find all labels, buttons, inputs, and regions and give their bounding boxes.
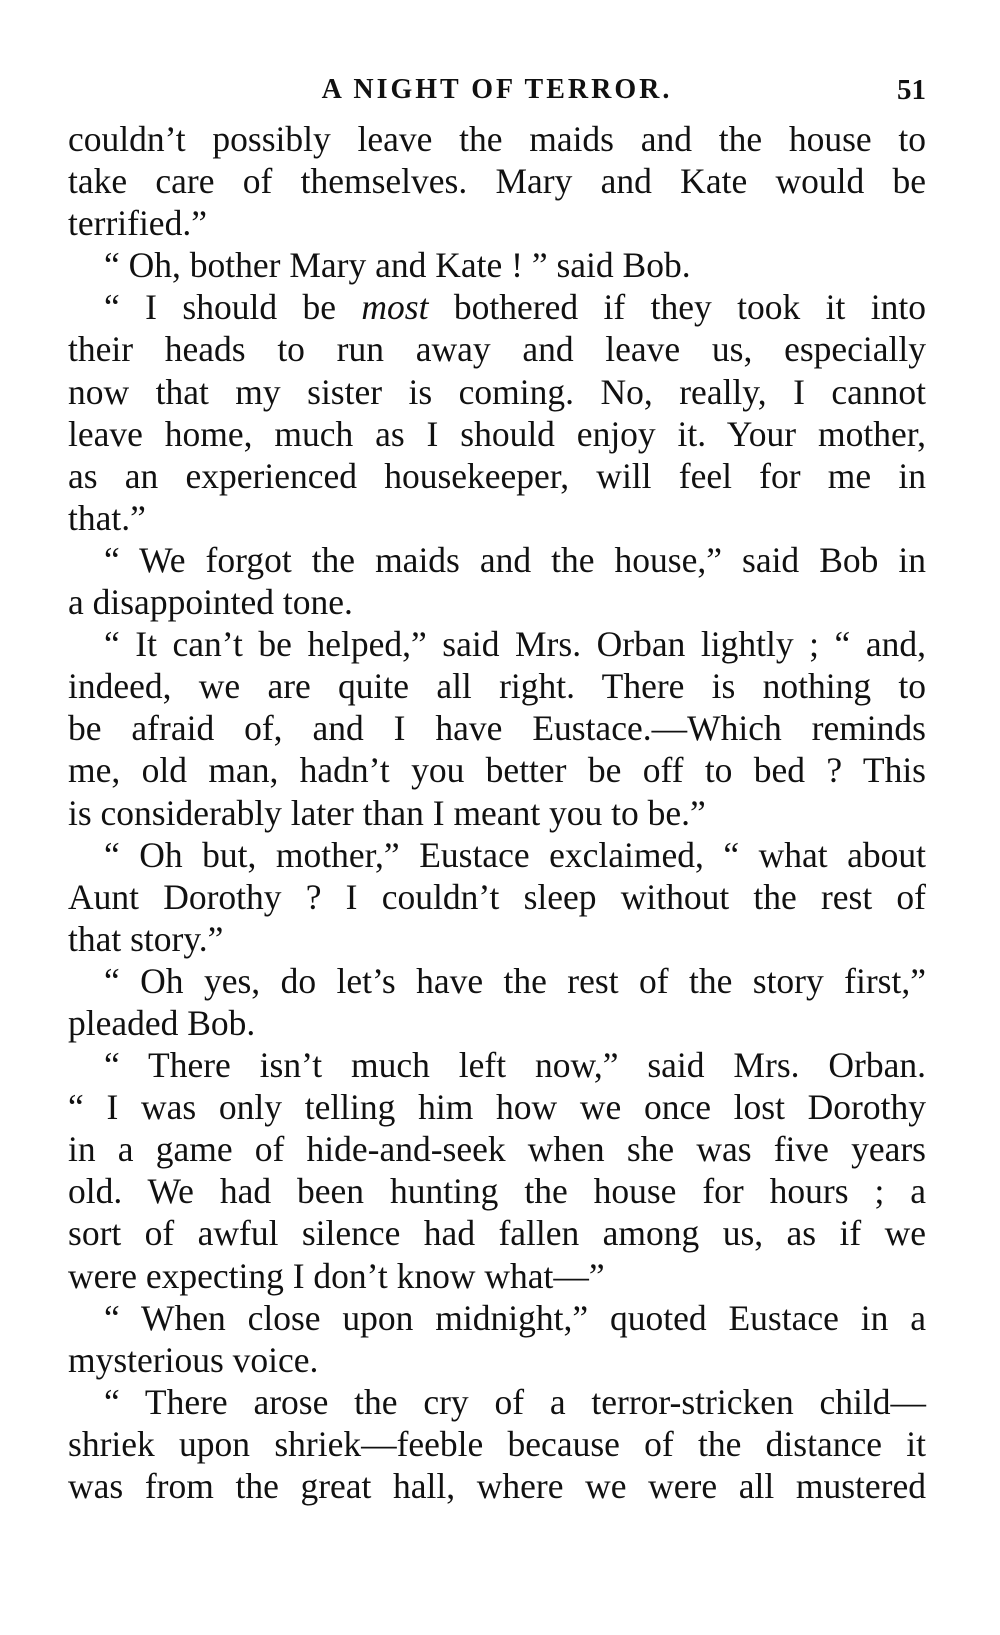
text-line: me, old man, hadn’t you better be off to bed ? This (68, 750, 926, 791)
text-line: that story.” (68, 918, 224, 959)
text-segment: bothered if they took it into (453, 287, 927, 328)
text-line: be afraid of, and I have Eustace.—Which reminds (68, 708, 926, 749)
text-line: take care of themselves. Mary and Kate would be (68, 161, 926, 202)
text-line: “ It can’t be helped,” said Mrs. Orban lightly ; “ and, (104, 624, 926, 665)
text-line: sort of awful silence had fallen among us, as if we (68, 1213, 926, 1254)
text-line: “ When close upon midnight,” quoted Eustace in a (104, 1297, 926, 1338)
page-number: 51 (897, 74, 926, 106)
running-head: A NIGHT OF TERROR. (321, 74, 673, 105)
text-line: shriek upon shriek—feeble because of the distance it (68, 1423, 926, 1464)
text-segment: “ I should be (104, 287, 336, 328)
text-line: a disappointed tone. (68, 582, 353, 623)
text-line: “ We forgot the maids and the house,” said Bob in (104, 539, 926, 580)
text-line: “ Oh yes, do let’s have the rest of the story first,” (104, 960, 926, 1001)
text-line: their heads to run away and leave us, especially (68, 329, 926, 370)
text-line: was from the great hall, where we were all mustered (68, 1466, 926, 1506)
text-line: “ There isn’t much left now,” said Mrs. Orban. (104, 1045, 926, 1086)
text-line: were expecting I don’t know what—” (68, 1255, 605, 1296)
text-line: indeed, we are quite all right. There is nothing to (68, 666, 926, 707)
text-line: as an experienced housekeeper, will feel for me in (68, 455, 926, 496)
text-line: Aunt Dorothy ? I couldn’t sleep without the rest of (68, 876, 926, 917)
text-line: mysterious voice. (68, 1339, 319, 1380)
text-line: “ There arose the cry of a terror-stricken child— (104, 1381, 926, 1422)
text-line: “ Oh but, mother,” Eustace exclaimed, “ what about (104, 834, 926, 875)
emphasis-text: most (361, 287, 429, 328)
text-line: pleaded Bob. (68, 1002, 256, 1043)
text-line: is considerably later than I meant you to be.” (68, 792, 706, 833)
text-line (68, 286, 926, 328)
text-line: “ Oh, bother Mary and Kate ! ” said Bob. (104, 245, 691, 286)
text-line: that.” (68, 497, 146, 538)
text-line: “ I was only telling him how we once lost Dorothy (68, 1087, 926, 1128)
body-text (68, 118, 926, 1507)
text-line: now that my sister is coming. No, really, I cannot (68, 371, 926, 412)
text-line: terrified.” (68, 203, 207, 244)
text-line: leave home, much as I should enjoy it. Your mother, (68, 413, 926, 454)
page-header (68, 70, 926, 110)
text-line: old. We had been hunting the house for hours ; a (68, 1171, 926, 1212)
text-line: couldn’t possibly leave the maids and the house to (68, 119, 926, 159)
book-page (68, 70, 926, 1507)
text-line: in a game of hide-and-seek when she was five years (68, 1129, 926, 1170)
